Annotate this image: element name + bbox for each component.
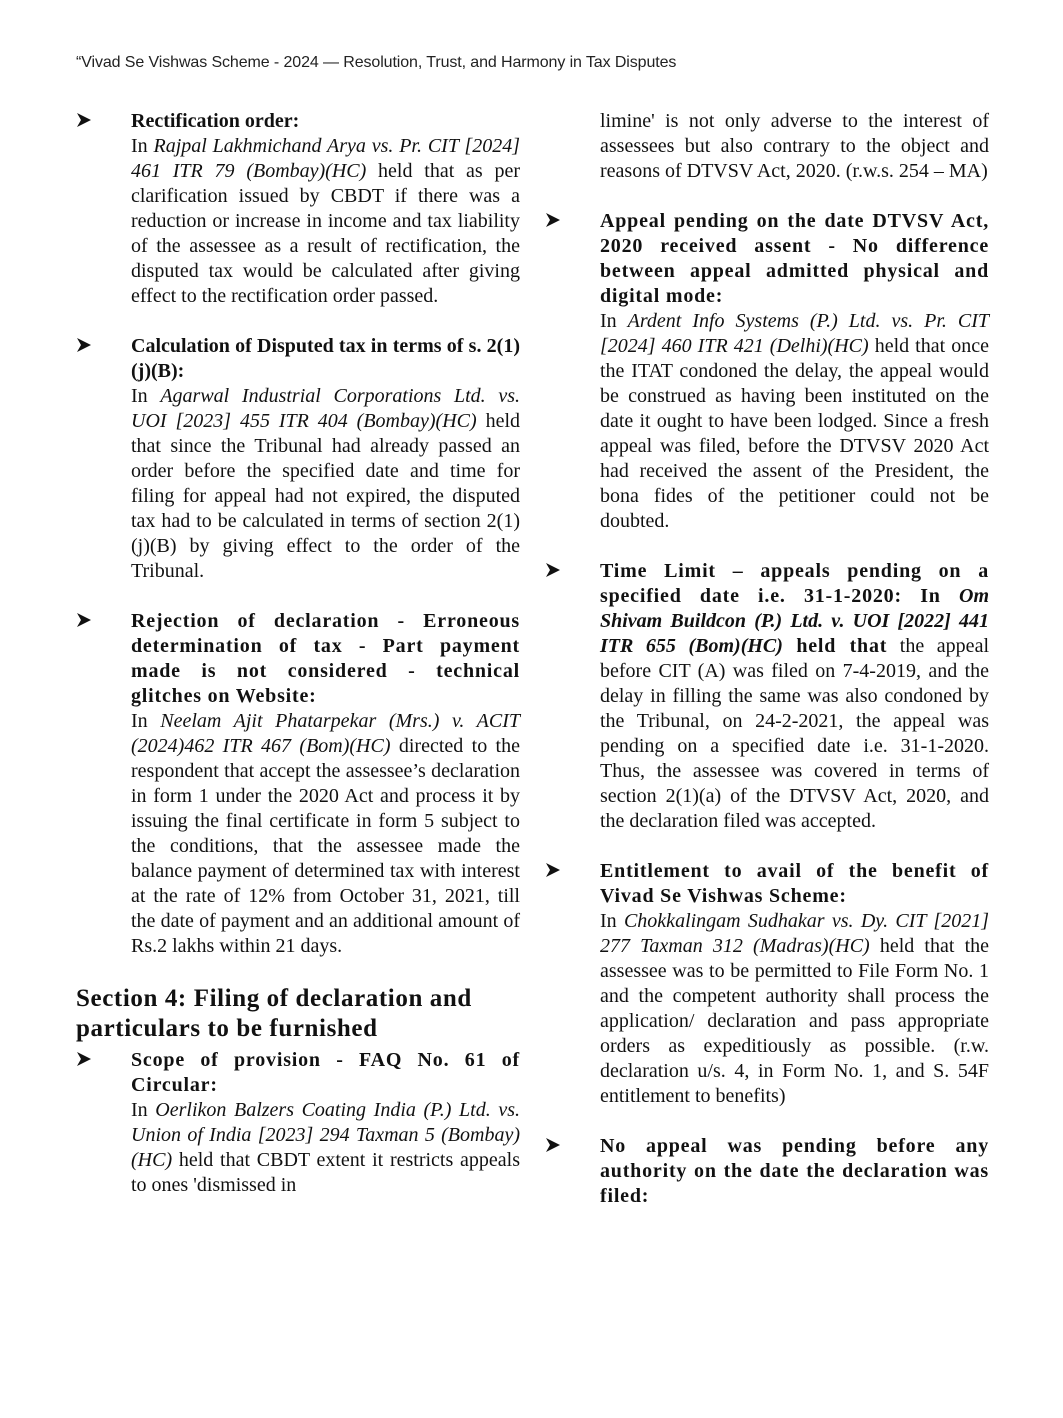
body-prefix: In xyxy=(600,310,628,332)
list-item xyxy=(76,334,520,584)
item-title: Calculation of Disputed tax in terms of s. 2(1)(j)(B): xyxy=(131,335,520,382)
body-prefix: In xyxy=(131,135,154,157)
body-text: held that CBDT extent it restricts appeals to ones 'dismissed in xyxy=(131,1149,520,1196)
list-item xyxy=(76,1048,520,1198)
arrowhead-bullet-icon xyxy=(76,112,92,128)
case-citation: Ardent Info Systems (P.) Ltd. vs. Pr. CIT [2024] 460 ITR 421 (Delhi)(HC) xyxy=(600,310,989,357)
body-prefix: In xyxy=(600,910,624,932)
case-citation: Oerlikon Balzers Coating India (P.) Ltd. vs. Union of India [2023] 294 Taxman 5 (Bombay)(HC) xyxy=(131,1099,520,1171)
body-text: held that as per clarification issued by CBDT if there was a reduction or increase in income and tax liability of the assessee as a result of rectification, the disputed tax would be calculated after giving effect to the rectification order passed. xyxy=(131,160,520,307)
running-header: “Vivad Se Vishwas Scheme - 2024 — Resolution, Trust, and Harmony in Tax Disputes xyxy=(76,54,677,71)
arrowhead-bullet-icon xyxy=(545,1137,561,1153)
list-item xyxy=(545,859,989,1109)
list-item xyxy=(76,609,520,959)
body-prefix: In xyxy=(131,710,161,732)
list-item xyxy=(545,1134,989,1209)
body-text: held that since the Tribunal had already passed an order before the specified date and time for filing for appeal had not expired, the disputed tax had to be calculated in terms of section 2(1)(j)(B) by giving effect to the order of the Tribunal. xyxy=(131,410,521,582)
body-text: directed to the respondent that accept the assessee’s declaration in form 1 under the 2020 Act and process it by issuing the final certificate in form 5 subject to the conditions, that the assessee made the balance payment of determined tax with interest at the rate of 12% from October 31, 2021, till the date of payment and an additional amount of Rs.2 lakhs within 21 days. xyxy=(131,735,520,957)
continued-paragraph: limine' is not only adverse to the interest of assessees but also contrary to the object and reasons of DTVSV Act, 2020. (r.w.s. 254 – MA) xyxy=(600,110,989,182)
arrowhead-bullet-icon xyxy=(76,337,92,353)
item-body xyxy=(131,384,520,584)
body-prefix: In xyxy=(131,1099,156,1121)
arrowhead-bullet-icon xyxy=(76,612,92,628)
section-heading: Section 4: Filing of declaration and particulars to be furnished xyxy=(76,985,472,1042)
title-suffix: held that xyxy=(782,635,888,657)
case-citation: Neelam Ajit Phatarpekar (Mrs.) v. ACIT (2024)462 ITR 467 (Bom)(HC) xyxy=(131,710,520,757)
case-citation: Om Shivam Buildcon (P.) Ltd. v. UOI [2022] 441 ITR 655 (Bom)(HC) xyxy=(600,585,989,657)
item-body xyxy=(600,559,989,834)
right-column xyxy=(545,109,989,1234)
item-body xyxy=(131,1098,520,1198)
item-body xyxy=(131,134,520,309)
body-text: held that once the ITAT condoned the delay, the appeal would be construed as having been instituted on the date it ought to have been lodged. Since a fresh appeal was filed, before the DTVSV 2020 Act had received the assent of the President, the bona fides of the petitioner could not be doubted. xyxy=(600,335,989,532)
item-body xyxy=(600,309,989,534)
body-prefix: In xyxy=(131,385,161,407)
item-title: Time Limit – appeals pending on a specified date i.e. 31-1-2020: In xyxy=(600,560,989,607)
arrowhead-bullet-icon xyxy=(545,862,561,878)
item-body xyxy=(131,709,520,959)
arrowhead-bullet-icon xyxy=(545,562,561,578)
body-text: held that the assessee was to be permitted to File Form No. 1 and the competent authority shall process the application/ declaration and pass appropriate orders as expeditiously as possible. (r.w. declaration u/s. 4, in Form No. 1, and S. 54F entitlement to benefits) xyxy=(600,935,989,1107)
item-title: Entitlement to avail of the benefit of Vivad Se Vishwas Scheme: xyxy=(600,860,989,907)
arrowhead-bullet-icon xyxy=(76,1051,92,1067)
item-title: Rectification order: xyxy=(131,110,300,132)
item-title: Appeal pending on the date DTVSV Act, 2020 received assent - No difference between appeal admitted physical and digital mode: xyxy=(600,210,989,307)
left-column xyxy=(76,109,520,1223)
body-text: the appeal before CIT (A) was filed on 7-4-2019, and the delay in filling the same was also condoned by the Tribunal, on 24-2-2021, the appeal was pending on a specified date i.e. 31-1-2020. Thus, the assessee was covered in terms of section 2(1)(a) of the DTVSV Act, 2020, and the declaration filed was accepted. xyxy=(600,635,989,832)
arrowhead-bullet-icon xyxy=(545,212,561,228)
case-citation: Rajpal Lakhmichand Arya vs. Pr. CIT [2024] 461 ITR 79 (Bombay)(HC) xyxy=(131,135,520,182)
list-item xyxy=(545,559,989,834)
item-body xyxy=(600,909,989,1109)
item-title: No appeal was pending before any authority on the date the declaration was filed: xyxy=(600,1135,989,1207)
item-title: Rejection of declaration - Erroneous determination of tax - Part payment made is not considered - technical glitches on Website: xyxy=(131,610,520,707)
list-item xyxy=(76,109,520,309)
list-item xyxy=(545,209,989,534)
case-citation: Agarwal Industrial Corporations Ltd. vs. UOI [2023] 455 ITR 404 (Bombay)(HC) xyxy=(131,385,520,432)
item-title: Scope of provision - FAQ No. 61 of Circular: xyxy=(131,1049,520,1096)
case-citation: Chokkalingam Sudhakar vs. Dy. CIT [2021] 277 Taxman 312 (Madras)(HC) xyxy=(600,910,989,957)
